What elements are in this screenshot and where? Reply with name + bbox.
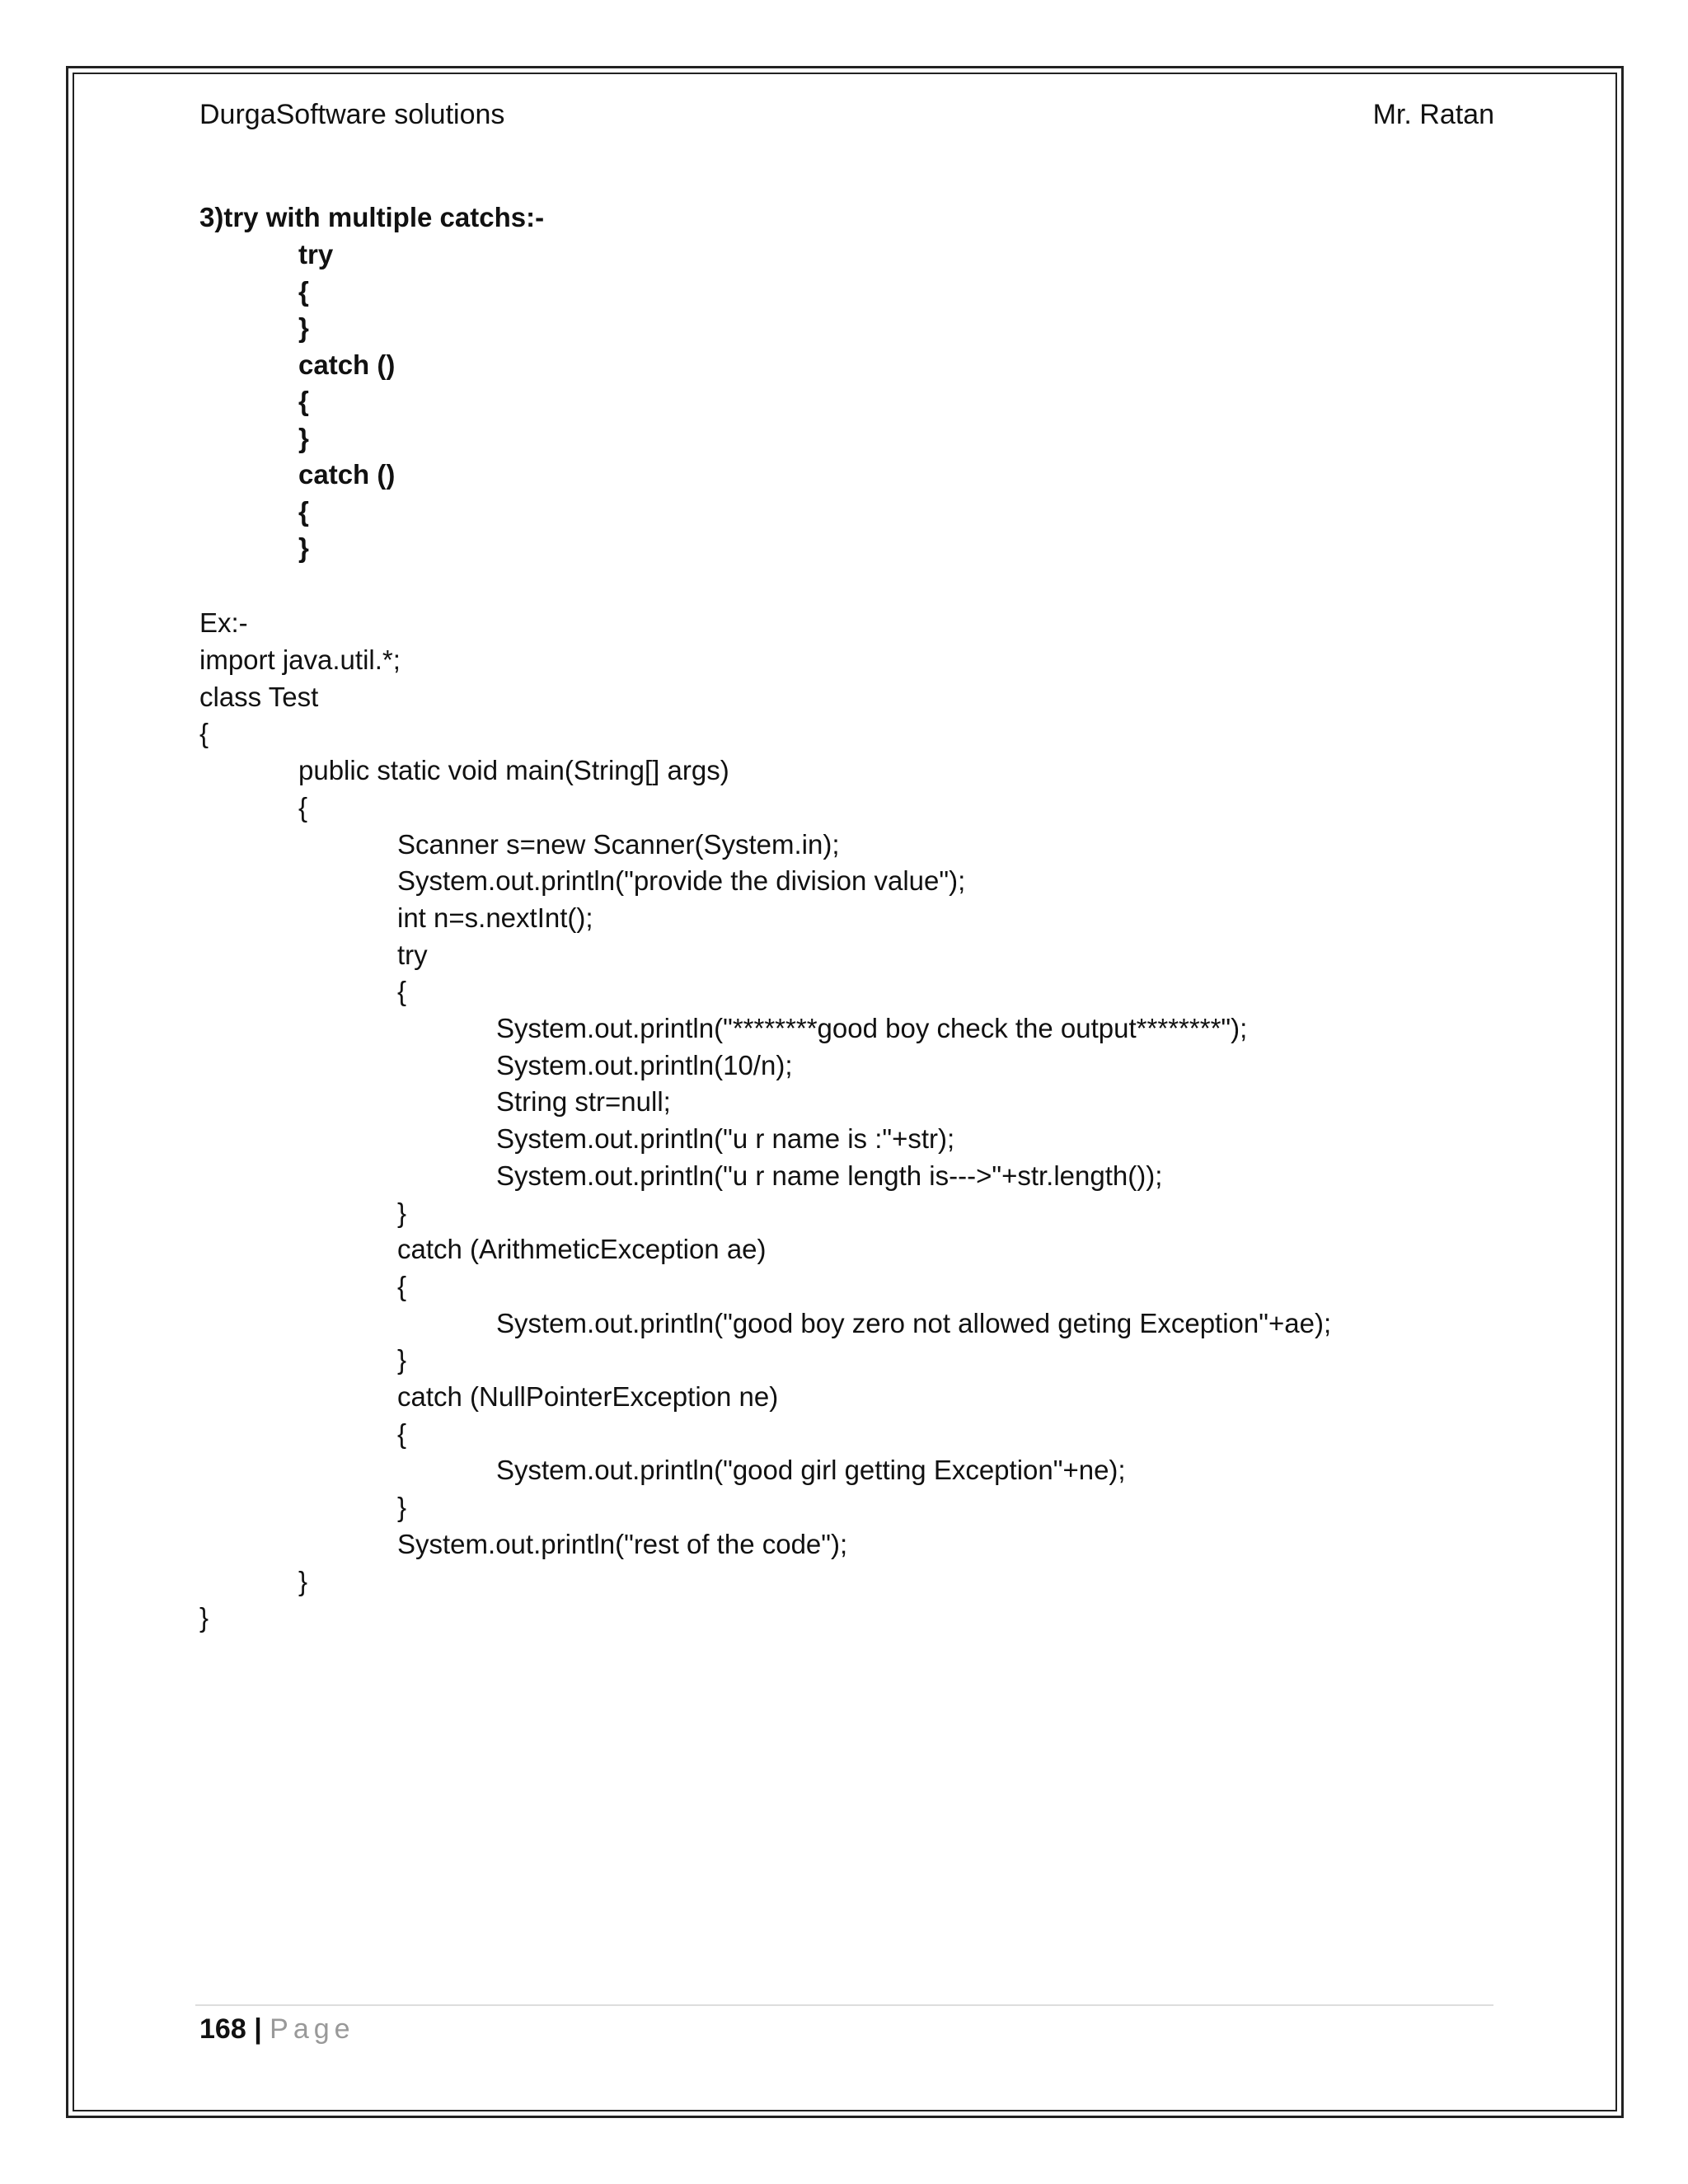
syntax-line: } [298,312,309,343]
syntax-line: { [298,275,309,307]
page-number: 168 [199,2013,246,2045]
example-label: Ex:- [199,607,248,638]
code-line: System.out.println(10/n); [496,1049,793,1080]
code-line: { [298,791,308,823]
code-line: Scanner s=new Scanner(System.in); [397,828,840,860]
syntax-line: } [298,532,309,563]
syntax-line: { [298,495,309,527]
syntax-line: catch () [298,349,396,380]
code-line: System.out.println("u r name length is--->"+str.length()); [496,1160,1163,1191]
code-line: { [397,1270,407,1301]
code-line: System.out.println("provide the division value"); [397,865,966,897]
code-line: } [397,1492,407,1523]
code-line: int n=s.nextInt(); [397,902,593,933]
code-line: System.out.println("good boy zero not allowed geting Exception"+ae); [496,1307,1332,1338]
syntax-line: } [298,422,309,453]
code-line: System.out.println("good girl getting Exception"+ne); [496,1455,1126,1486]
code-line: public static void main(String[] args) [298,755,729,786]
code-line: } [298,1565,308,1596]
code-line: String str=null; [496,1086,671,1118]
code-line: { [397,976,407,1007]
syntax-line: try [298,239,334,269]
code-line: { [199,718,209,749]
footer [199,2013,355,2046]
code-line: System.out.println("u r name is :"+str); [496,1123,955,1155]
code-line: } [397,1344,407,1376]
code-line: import java.util.*; [199,644,401,675]
code-line: } [199,1602,209,1633]
code-line: System.out.println("********good boy check the output********"); [496,1013,1248,1043]
code-line: System.out.println("rest of the code"); [397,1528,848,1559]
header-company: DurgaSoftware solutions [199,99,505,130]
footer-separator: | [254,2013,262,2045]
code-line: catch (NullPointerException ne) [397,1381,779,1412]
syntax-line: catch () [298,459,396,490]
code-line: class Test [199,681,319,712]
syntax-line: { [298,386,309,416]
code-line: try [397,939,428,970]
header-author: Mr. Ratan [1372,99,1494,130]
page-word: Page [270,2013,355,2045]
footer-divider [195,2004,1493,2006]
code-line: } [397,1197,407,1228]
code-line: { [397,1418,407,1449]
section-title: 3)try with multiple catchs:- [199,202,545,232]
code-line: catch (ArithmeticException ae) [397,1234,767,1265]
